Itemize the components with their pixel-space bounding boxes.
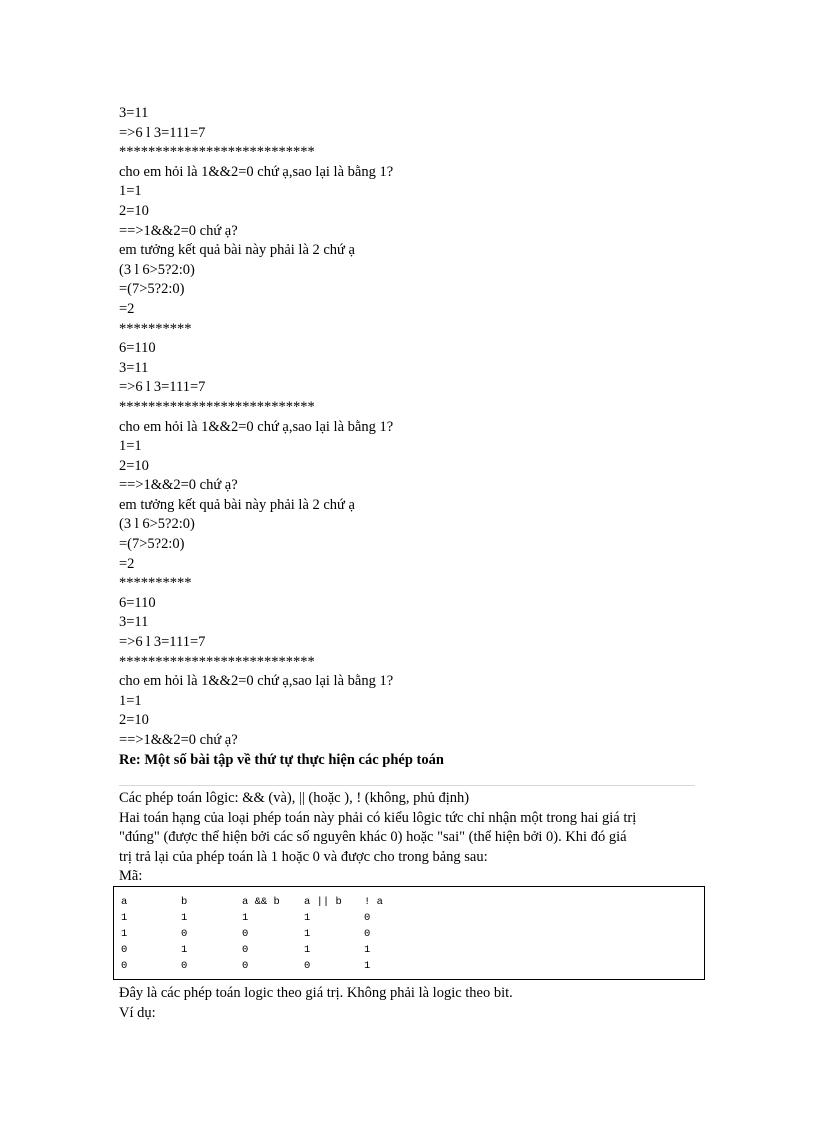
text-line: 3=11: [119, 359, 149, 376]
after-code-text: [119, 984, 709, 1023]
table-cell: 0: [364, 912, 371, 924]
table-cell: 1: [121, 912, 128, 924]
text-line: cho em hỏi là 1&&2=0 chứ ạ,sao lại là bằng 1?: [119, 418, 394, 435]
text-line: em tưởng kết quả bài này phải là 2 chứ ạ: [119, 242, 355, 259]
table-row: [121, 910, 404, 926]
thread-text: [119, 104, 699, 770]
text-line: 3=11: [119, 614, 149, 631]
header-cell: ! a: [364, 896, 383, 908]
table-row: [121, 926, 404, 942]
paragraph-line: Hai toán hạng của loại phép toán này phải có kiểu lôgic tức chỉ nhận một trong hai giá trị: [119, 809, 637, 826]
paragraph-line: Mã:: [119, 868, 143, 885]
table-cell: 1: [304, 912, 311, 924]
text-line: 2=10: [119, 712, 149, 729]
table-cell: 1: [181, 944, 188, 956]
paragraph-line: Ví dụ:: [119, 1004, 156, 1021]
header-cell: a && b: [242, 896, 280, 908]
table-cell: 0: [242, 928, 249, 940]
table-cell: 1: [364, 960, 371, 972]
paragraph-line: Các phép toán lôgic: && (và), || (hoặc ), ! (không, phủ định): [119, 790, 470, 806]
truth-table: [121, 894, 404, 974]
text-line: =>6 l 3=111=7: [119, 379, 206, 396]
text-line: 6=110: [119, 340, 156, 357]
text-line: cho em hỏi là 1&&2=0 chứ ạ,sao lại là bằng 1?: [119, 673, 394, 690]
text-line: cho em hỏi là 1&&2=0 chứ ạ,sao lại là bằng 1?: [119, 163, 394, 180]
table-row: [121, 958, 404, 974]
table-cell: 1: [181, 912, 188, 924]
table-cell: 0: [121, 944, 128, 956]
table-cell: 0: [181, 960, 188, 972]
truth-table-header: [121, 894, 404, 910]
reply-title: Re: Một số bài tập về thứ tự thực hiện các phép toán: [119, 751, 444, 768]
paragraph-line: Đây là các phép toán logic theo giá trị. Không phải là logic theo bit.: [119, 985, 513, 1001]
table-cell: 0: [364, 928, 371, 940]
text-line: em tưởng kết quả bài này phải là 2 chứ ạ: [119, 496, 355, 513]
paragraph-line: trị trả lại của phép toán là 1 hoặc 0 và được cho trong bảng sau:: [119, 848, 488, 865]
table-cell: 1: [304, 928, 311, 940]
text-line: 1=1: [119, 692, 142, 709]
header-cell: b: [181, 896, 188, 908]
table-cell: 0: [121, 960, 128, 972]
text-line: 3=11: [119, 105, 149, 121]
text-line: =(7>5?2:0): [119, 281, 185, 298]
text-line: ***************************: [119, 144, 315, 161]
post-divider: [119, 785, 695, 786]
text-line: ==>1&&2=0 chứ ạ?: [119, 477, 238, 494]
text-line: =2: [119, 555, 135, 572]
text-line: (3 l 6>5?2:0): [119, 516, 195, 533]
text-line: =(7>5?2:0): [119, 536, 185, 553]
table-cell: 1: [121, 928, 128, 940]
table-row: [121, 942, 404, 958]
text-line: =2: [119, 300, 135, 317]
table-cell: 0: [304, 960, 311, 972]
text-line: =>6 l 3=111=7: [119, 124, 206, 141]
text-line: =>6 l 3=111=7: [119, 634, 206, 651]
code-block: [113, 886, 705, 980]
table-cell: 0: [181, 928, 188, 940]
table-cell: 1: [304, 944, 311, 956]
text-line: 6=110: [119, 594, 156, 611]
reply-body: [119, 789, 709, 887]
text-line: ***************************: [119, 653, 315, 670]
table-cell: 1: [242, 912, 249, 924]
text-line: **********: [119, 320, 192, 337]
text-line: ==>1&&2=0 chứ ạ?: [119, 222, 238, 239]
header-cell: a: [121, 896, 128, 908]
table-cell: 1: [364, 944, 371, 956]
header-cell: a || b: [304, 896, 342, 908]
text-line: ==>1&&2=0 chứ ạ?: [119, 732, 238, 748]
text-line: 1=1: [119, 183, 142, 200]
text-line: (3 l 6>5?2:0): [119, 261, 195, 278]
text-line: 1=1: [119, 438, 142, 455]
paragraph-line: "đúng" (được thể hiện bởi các số nguyên khác 0) hoặc "sai" (thể hiện bởi 0). Khi đó giá: [119, 829, 627, 846]
text-line: 2=10: [119, 457, 149, 474]
table-cell: 0: [242, 960, 249, 972]
table-cell: 0: [242, 944, 249, 956]
text-line: ***************************: [119, 398, 315, 415]
text-line: **********: [119, 575, 192, 592]
text-line: 2=10: [119, 202, 149, 219]
